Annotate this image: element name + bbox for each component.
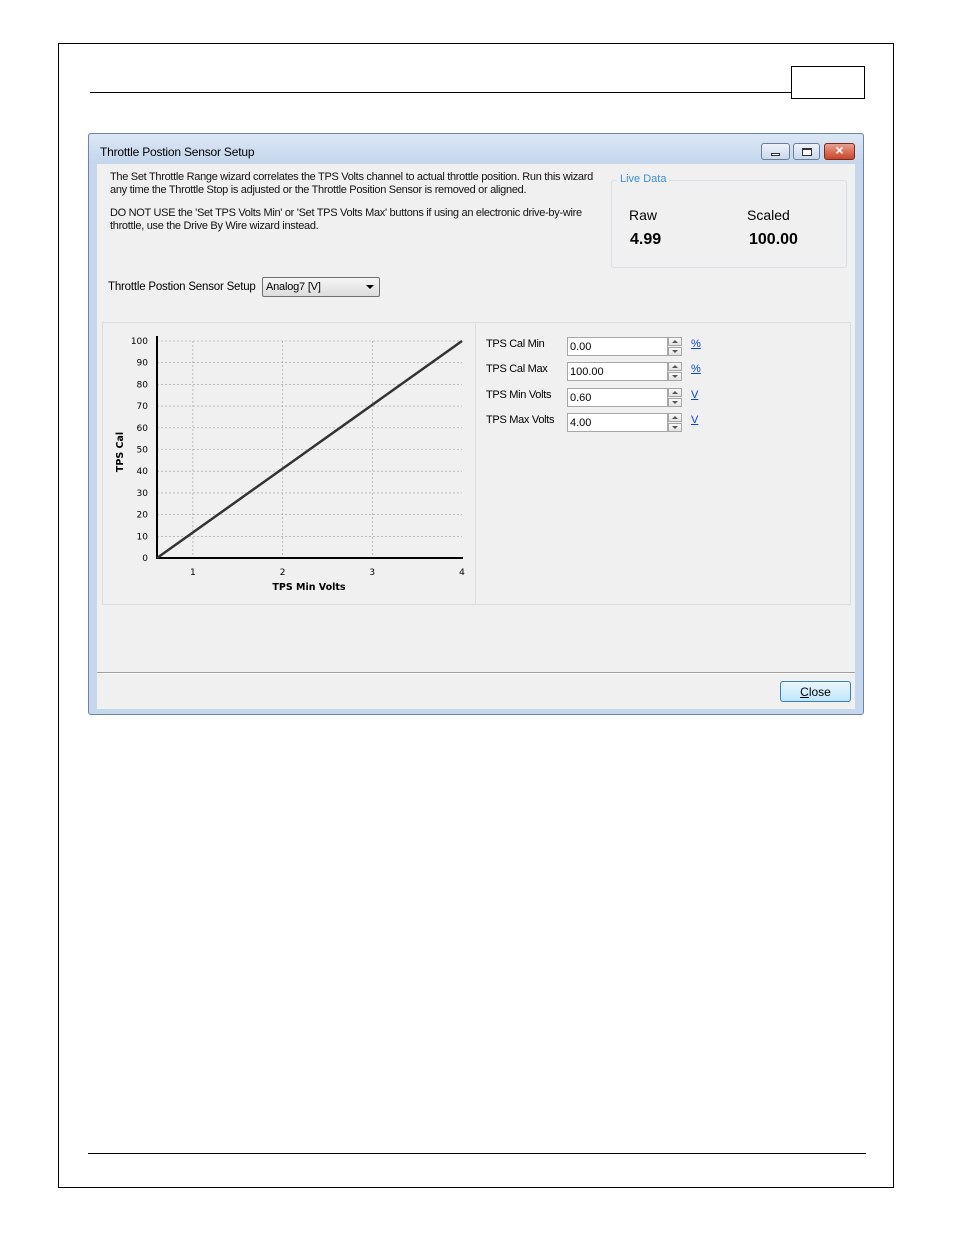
tps-cal-min-input[interactable] [567, 337, 668, 356]
y-tick-label: 50 [136, 445, 148, 456]
tps-calibration-chart [107, 326, 467, 598]
close-window-button[interactable] [824, 143, 855, 160]
header-box [791, 66, 865, 99]
y-tick-label: 60 [136, 423, 148, 434]
x-axis-label: TPS Min Volts [272, 582, 346, 593]
x-tick-label: 2 [279, 568, 286, 578]
tps-cal-min-unit-link[interactable]: % [691, 338, 701, 350]
tps-cal-max-spinner[interactable] [668, 362, 682, 381]
maximize-icon [802, 148, 812, 156]
tps-max-volts-label: TPS Max Volts [486, 414, 555, 426]
minimize-icon [771, 153, 780, 156]
tps-min-volts-unit-link[interactable]: V [691, 389, 699, 401]
title-bar[interactable] [89, 134, 863, 164]
tps-max-volts-spinner[interactable] [668, 413, 682, 432]
tps-min-volts-spinner[interactable] [668, 388, 682, 407]
y-axis-label: TPS Cal [115, 431, 126, 473]
window-title: Throttle Postion Sensor Setup [100, 145, 255, 159]
spin-up-icon[interactable] [668, 413, 682, 422]
tps-min-volts-input[interactable] [567, 388, 668, 407]
y-tick-label: 30 [136, 488, 148, 499]
y-tick-label: 10 [136, 532, 148, 543]
live-data-legend: Live Data [617, 173, 669, 185]
close-icon: × [835, 142, 844, 158]
live-data-group [611, 180, 847, 268]
description-paragraph-2: DO NOT USE the 'Set TPS Volts Min' or 'Set TPS Volts Max' buttons if using an electronic drive-by-wire throttle, use the Drive By Wire wizard instead. [110, 207, 582, 232]
y-tick-label: 40 [136, 467, 148, 478]
spin-up-icon[interactable] [668, 337, 682, 346]
sensor-channel-dropdown[interactable] [262, 277, 380, 297]
dialog-client-area [97, 164, 855, 709]
tps-max-volts-input[interactable] [567, 413, 668, 432]
sensor-select-label: Throttle Postion Sensor Setup [108, 281, 256, 293]
tps-cal-max-unit-link[interactable]: % [691, 363, 701, 375]
spin-up-icon[interactable] [668, 388, 682, 397]
chevron-down-icon [366, 285, 374, 289]
y-tick-labels [131, 337, 148, 564]
x-tick-labels [190, 568, 465, 578]
y-tick-label: 70 [136, 402, 148, 413]
y-tick-label: 80 [136, 380, 148, 391]
close-button[interactable] [780, 681, 851, 702]
x-tick-label: 1 [190, 568, 196, 578]
header-rule [90, 92, 792, 93]
raw-value: 4.99 [630, 231, 662, 248]
tps-max-volts-unit-link[interactable]: V [691, 414, 699, 426]
footer-separator [97, 672, 855, 674]
spin-down-icon[interactable] [668, 372, 682, 381]
tps-cal-min-label: TPS Cal Min [486, 338, 545, 350]
x-tick-label: 3 [369, 568, 376, 578]
y-tick-label: 90 [136, 358, 148, 369]
tps-min-volts-label: TPS Min Volts [486, 389, 552, 401]
tps-cal-min-spinner[interactable] [668, 337, 682, 356]
x-tick-label: 4 [459, 568, 465, 578]
y-tick-label: 0 [142, 554, 148, 564]
y-tick-label: 100 [130, 337, 148, 347]
close-button-mnemonic: C [800, 684, 809, 699]
description-paragraph-1: The Set Throttle Range wizard correlates the TPS Volts channel to actual throttle position. Run this wizard any time the Throttle Stop is adjusted or the Throttle Position Sensor is removed or aligned. [110, 171, 593, 196]
spin-up-icon[interactable] [668, 362, 682, 371]
minimize-button[interactable] [761, 143, 790, 160]
maximize-button[interactable] [793, 143, 820, 160]
tps-cal-max-label: TPS Cal Max [486, 363, 548, 375]
y-tick-label: 20 [136, 510, 148, 521]
tps-setup-window [88, 133, 864, 715]
close-button-label: lose [808, 684, 831, 699]
raw-label: Raw [629, 207, 658, 223]
spin-down-icon[interactable] [668, 423, 682, 432]
footer-rule [88, 1153, 866, 1154]
panel-divider [475, 323, 476, 604]
scaled-value: 100.00 [749, 231, 798, 248]
sensor-channel-value: Analog7 [V] [266, 281, 321, 293]
scaled-label: Scaled [747, 207, 790, 223]
spin-down-icon[interactable] [668, 398, 682, 407]
tps-cal-max-input[interactable] [567, 362, 668, 381]
spin-down-icon[interactable] [668, 347, 682, 356]
